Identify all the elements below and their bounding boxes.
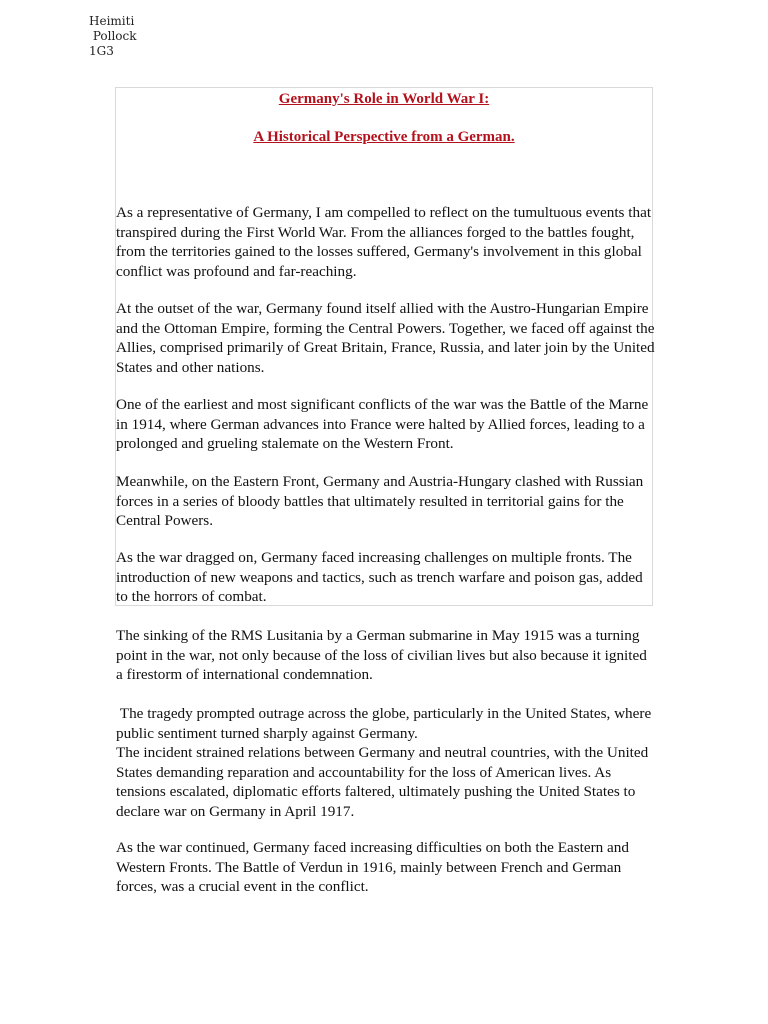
author-class: 1G3 [89, 44, 114, 58]
paragraph-outrage: The tragedy prompted outrage across the globe, particularly in the United States, where public sentiment turned sharply against Germany. The incident strained relations between Germany and neutral countries, with the United States demanding reparation and accountability for the loss of American lives. As tensions escalated, diplomatic efforts faltered, ultimately pushing the United States to declare war on Germany in April 1917. [116, 705, 652, 820]
paragraph-lusitania: The sinking of the RMS Lusitania by a German submarine in May 1915 was a turning point in the war, not only because of the loss of civilian lives but also because it ignited a firestorm of international condemnation. [116, 627, 647, 683]
paragraph-intro: As a representative of Germany, I am compelled to reflect on the tumultuous events that transpired during the First World War. From the alliances forged to the battles fought, from the territories gained to the losses suffered, Germany's involvement in this global conflict was profound and far-reaching. [116, 204, 652, 280]
author-block [89, 14, 137, 59]
paragraph-marne: One of the earliest and most significant conflicts of the war was the Battle of the Marne in 1914, where German advances into France were halted by Allied forces, leading to a prolonged and grueling stalemate on the Western Front. [116, 396, 649, 452]
paragraph-eastern-front: Meanwhile, on the Eastern Front, Germany and Austria-Hungary clashed with Russian forces in a series of bloody battles that ultimately resulted in territorial gains for the Central Powers. [116, 473, 644, 529]
document-subtitle: A Historical Perspective from a German. [253, 129, 515, 145]
document-title: Germany's Role in World War I: [278, 91, 490, 107]
paragraph-verdun: As the war continued, Germany faced increasing difficulties on both the Eastern and Western Fronts. The Battle of Verdun in 1916, mainly between French and German forces, was a crucial event in the conflict. [116, 839, 629, 895]
author-first-name: Heimiti [89, 14, 135, 28]
paragraph-challenges: As the war dragged on, Germany faced increasing challenges on multiple fronts. The introduction of new weapons and tactics, such as trench warfare and poison gas, added to the horrors of combat. [116, 549, 643, 605]
author-last-name: Pollock [89, 29, 137, 43]
paragraph-alliances: At the outset of the war, Germany found itself allied with the Austro-Hungarian Empire and the Ottoman Empire, forming the Central Powers. Together, we faced off against the Allies, comprised primarily of Great Britain, France, Russia, and later join by the United States and other nations. [116, 300, 655, 376]
